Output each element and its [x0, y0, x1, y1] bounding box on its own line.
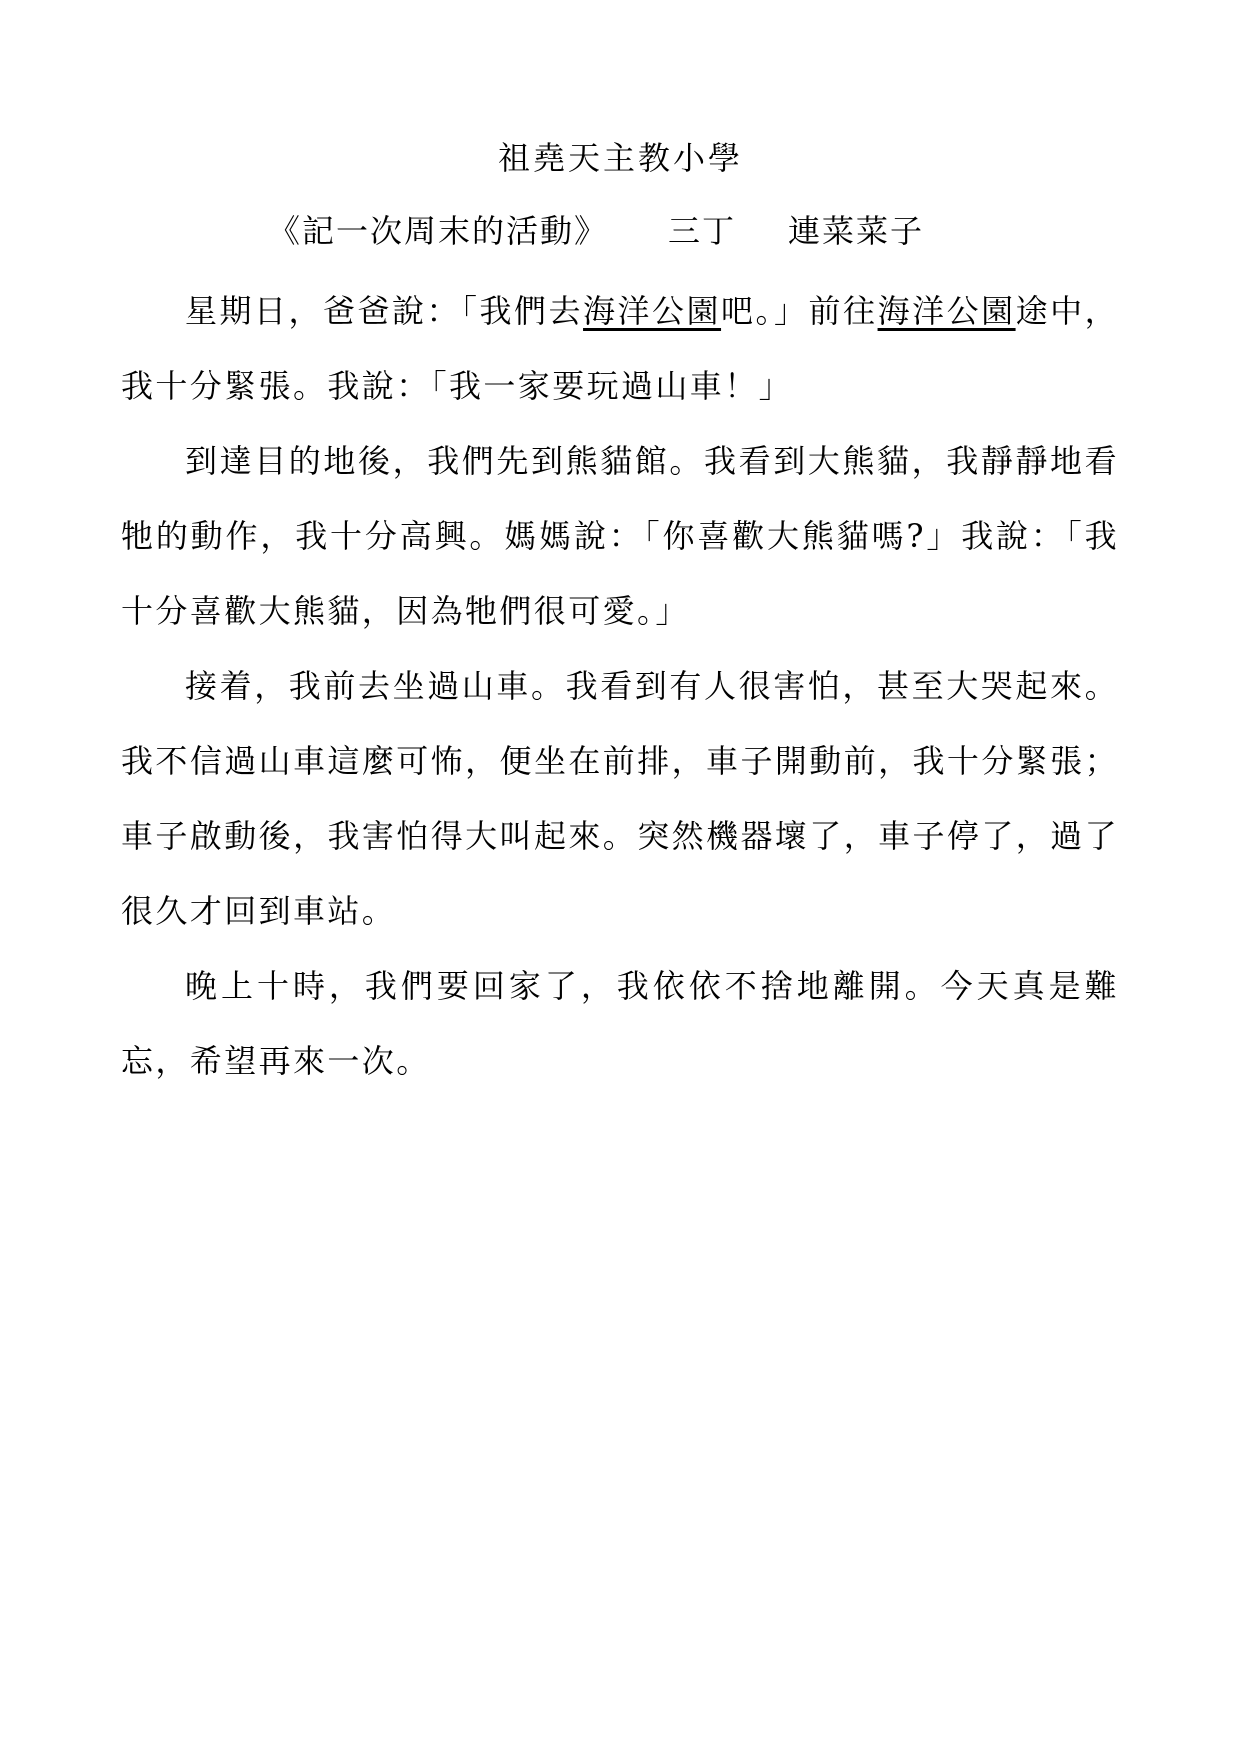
- paragraph-1: [121, 274, 1119, 424]
- essay-body: [121, 274, 1119, 1099]
- place-name-ocean-park-2: 海洋公園: [877, 292, 1016, 330]
- paragraph-1-text-c: 途中，我十分緊張。我說：「我一家要玩過山車！」: [121, 292, 1119, 405]
- paragraph-1-text-b: 吧。」前往: [721, 292, 878, 330]
- essay-title: 《記一次周末的活動》: [268, 212, 609, 250]
- school-name: 祖堯天主教小學: [497, 139, 743, 177]
- place-name-ocean-park: 海洋公園: [583, 292, 722, 330]
- student-name: 連菜菜子: [788, 212, 925, 250]
- paragraph-2: 到達目的地後，我們先到熊貓館。我看到大熊貓，我靜靜地看牠的動作，我十分高興。媽媽說：「你喜歡大熊貓嗎?」我說：「我十分喜歡大熊貓，因為牠們很可愛。」: [121, 442, 1119, 630]
- paragraph-1-text-a: 星期日，爸爸說：「我們去: [185, 292, 584, 330]
- paragraph-4: 晚上十時，我們要回家了，我依依不捨地離開。今天真是難忘，希望再來一次。: [121, 967, 1119, 1080]
- paragraph-3: 接着，我前去坐過山車。我看到有人很害怕，甚至大哭起來。我不信過山車這麼可怖，便坐在前排，車子開動前，我十分緊張；車子啟動後，我害怕得大叫起來。突然機器壞了，車子停了，過了很久才回到車站。: [121, 667, 1119, 930]
- title-line: [268, 205, 924, 257]
- class-name: 三丁: [668, 212, 737, 250]
